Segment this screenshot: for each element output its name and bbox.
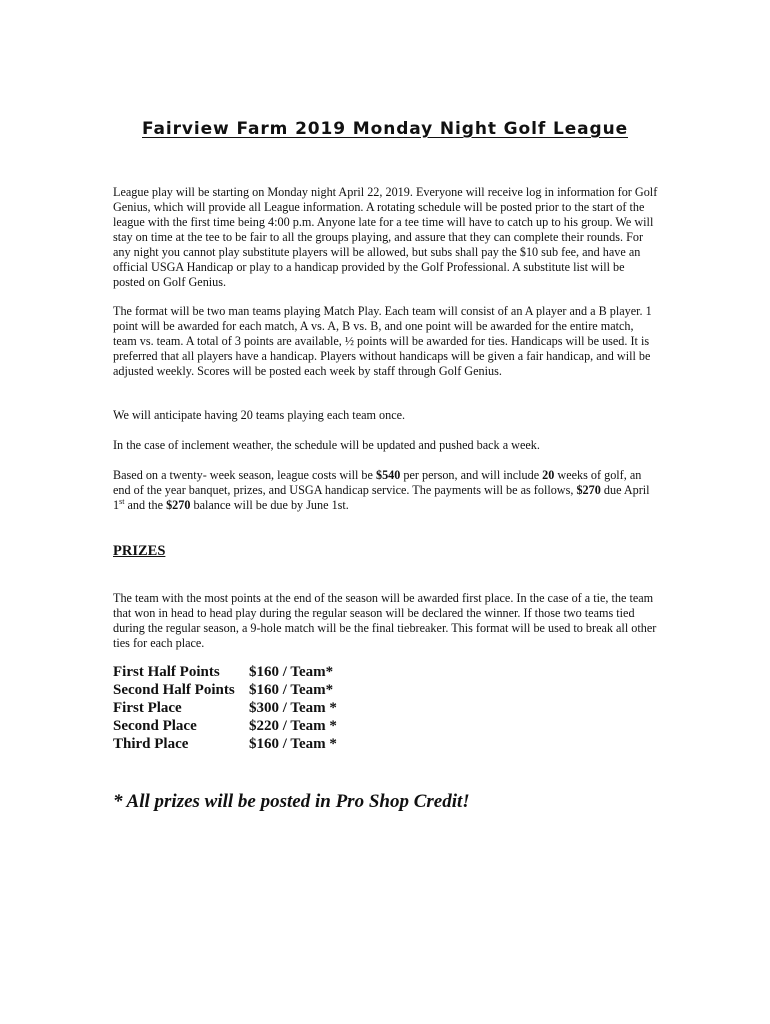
costs-text-5: and the bbox=[124, 498, 167, 512]
paragraph-tiebreak: The team with the most points at the end of the season will be awarded first place. In the case of a tie, the team that won in head to head play during the regular season will be declared the winner. If those two teams tied during the regular season, a 9-hole match will be the final tiebreaker. This format will be used to break all other ties for each place. bbox=[113, 591, 657, 650]
prize-value: $160 / Team* bbox=[249, 682, 334, 698]
pro-shop-credit-note: * All prizes will be posted in Pro Shop Credit! bbox=[113, 791, 470, 812]
prize-row bbox=[113, 681, 337, 699]
weeks-count: 20 bbox=[542, 468, 555, 482]
costs-text-3: weeks of golf, an end of the year banquet, prizes, and USGA handicap service. The payments will be as follows, bbox=[113, 468, 642, 497]
costs-text-6: balance will be due by June 1st. bbox=[190, 498, 349, 512]
prize-label: Second Place bbox=[113, 718, 197, 734]
prize-row bbox=[113, 699, 337, 717]
prize-value: $300 / Team * bbox=[249, 700, 337, 716]
costs-text-1: Based on a twenty- week season, league costs will be bbox=[113, 468, 376, 482]
paragraph-costs bbox=[113, 468, 659, 513]
paragraph-league-start: League play will be starting on Monday night April 22, 2019. Everyone will receive log in information for Golf Genius, which will provide all League information. A rotating schedule will be posted prior to the start of the league with the first time being 4:00 p.m. Anyone late for a tee time will have to catch up to his group. We will stay on time at the tee to be fair to all the groups playing, and assure that they can complete their rounds. For any night you cannot play substitute players will be allowed, but subs shall pay the $10 sub fee, and have an official USGA Handicap or play to a handicap provided by the Golf Professional. A substitute list will be posted on Golf Genius. bbox=[113, 185, 658, 289]
costs-text-2: per person, and will include bbox=[400, 468, 543, 482]
prize-row bbox=[113, 663, 337, 681]
paragraph-format: The format will be two man teams playing Match Play. Each team will consist of an A player and a B player. 1 point will be awarded for each match, A vs. A, B vs. B, and one point will be awarded for the entire match, team vs. team. A total of 3 points are available, ½ points will be awarded for ties. Handicaps will be used. It is preferred that all players have a handicap. Players without handicaps will be given a fair handicap, and will be adjusted weekly. Scores will be posted each week by staff through Golf Genius. bbox=[113, 304, 652, 378]
first-payment: $270 bbox=[576, 483, 601, 497]
document-title: Fairview Farm 2019 Monday Night Golf League bbox=[142, 119, 628, 139]
date-suffix: st bbox=[119, 496, 125, 506]
prize-label: First Place bbox=[113, 700, 182, 716]
prize-value: $160 / Team * bbox=[249, 736, 337, 752]
prize-label: Third Place bbox=[113, 736, 189, 752]
prize-row bbox=[113, 717, 337, 735]
prize-label: First Half Points bbox=[113, 664, 220, 680]
paragraph-weather: In the case of inclement weather, the schedule will be updated and pushed back a week. bbox=[113, 438, 540, 452]
prizes-heading: PRIZES bbox=[113, 543, 166, 559]
prize-value: $160 / Team* bbox=[249, 664, 334, 680]
paragraph-teams: We will anticipate having 20 teams playing each team once. bbox=[113, 408, 406, 422]
prize-label: Second Half Points bbox=[113, 682, 235, 698]
prize-row bbox=[113, 735, 337, 753]
cost-per-person: $540 bbox=[375, 468, 401, 482]
costs-text-4: due April 1 bbox=[113, 483, 650, 512]
prize-table bbox=[113, 663, 337, 753]
balance-payment: $270 bbox=[166, 498, 191, 512]
prize-value: $220 / Team * bbox=[249, 718, 337, 734]
